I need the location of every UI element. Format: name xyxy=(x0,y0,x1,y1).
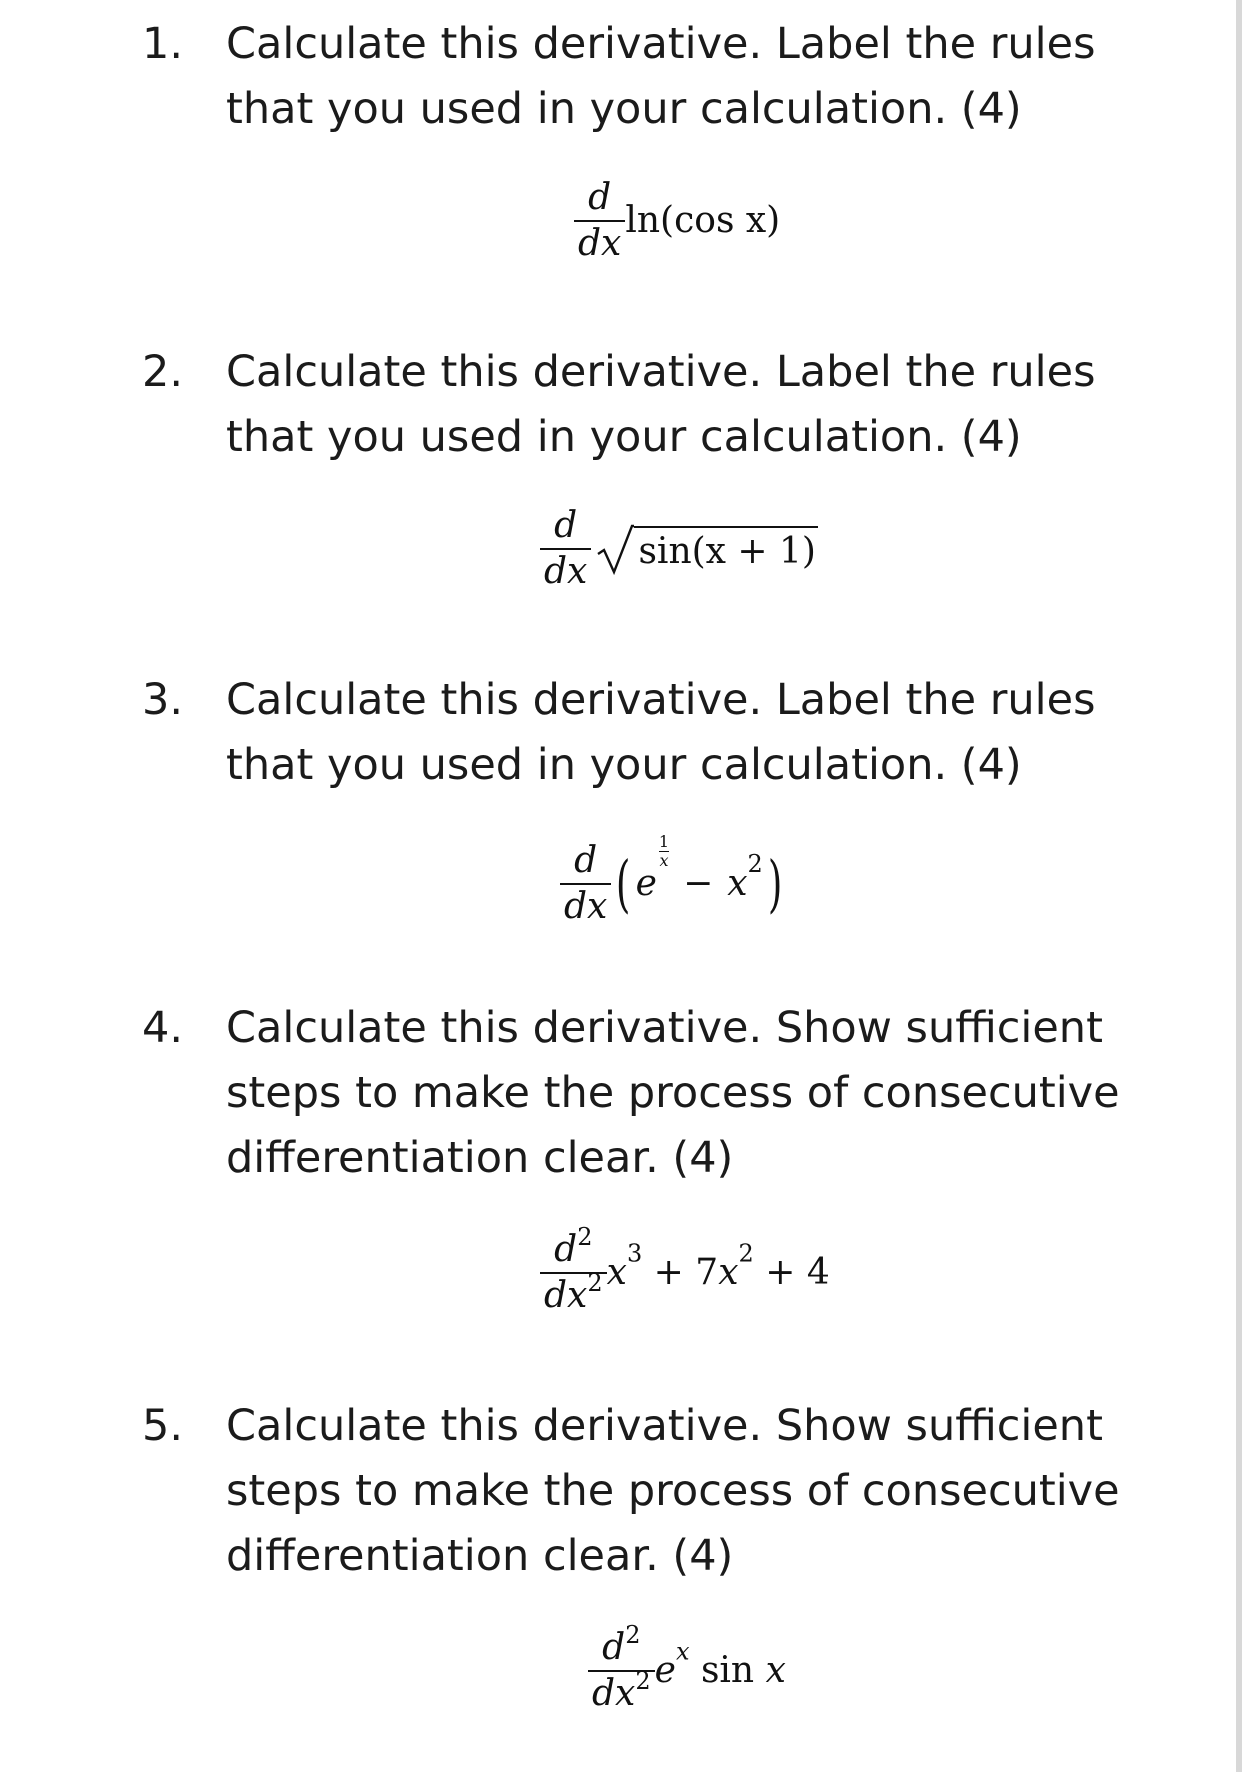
frac-numerator: d xyxy=(574,839,598,881)
exponent-denominator: x xyxy=(659,851,669,870)
formula-1 xyxy=(574,178,780,264)
term-2-exponent: 2 xyxy=(738,1239,754,1268)
function-expression: ln(cos x) xyxy=(625,200,781,241)
question-number: 1. xyxy=(142,19,184,69)
close-paren: ) xyxy=(767,846,783,920)
question-number: 3. xyxy=(142,675,184,725)
term-1-base: x xyxy=(606,1252,627,1293)
derivative-operator xyxy=(560,841,611,927)
term-exponent: 2 xyxy=(747,850,763,878)
square-root xyxy=(596,526,818,572)
exp-exponent: x xyxy=(675,1637,690,1666)
minus-sign: − xyxy=(683,862,714,904)
question-text: Calculate this derivative. Show sufficient steps to make the process of consecutive differentiation clear. (4) xyxy=(226,1003,1120,1183)
frac-numerator: d xyxy=(554,505,578,546)
frac-numerator: $d^2$ xyxy=(554,1223,593,1270)
term-1-exponent: 3 xyxy=(626,1239,643,1268)
frac-denominator: $dx^2$ xyxy=(544,1269,603,1316)
function-argument: x xyxy=(765,1650,786,1691)
exponent-numerator: 1 xyxy=(658,832,670,851)
question-text: Calculate this derivative. Label the rules that you used in your calculation. (4) xyxy=(226,675,1096,790)
frac-denominator: $dx^2$ xyxy=(592,1667,651,1714)
frac-denominator: dx xyxy=(564,885,608,927)
open-paren: ( xyxy=(616,846,631,920)
term-base: x xyxy=(727,862,748,904)
frac-denominator: dx xyxy=(578,223,622,264)
formula-3 xyxy=(560,834,787,927)
frac-numerator: d xyxy=(588,177,612,218)
question-number: 5. xyxy=(142,1401,184,1451)
page-right-border xyxy=(1236,0,1242,1772)
formula-4 xyxy=(540,1223,830,1316)
radical-sign-icon xyxy=(596,520,634,576)
exp-base: e xyxy=(654,1650,676,1691)
radicand: sin(x + 1) xyxy=(634,526,818,572)
frac-denominator: dx xyxy=(544,551,588,592)
function-name: sin xyxy=(689,1650,766,1691)
formula-5 xyxy=(588,1621,786,1714)
formula-2 xyxy=(540,506,818,592)
term-2-base: x xyxy=(718,1252,739,1293)
exp-base: e xyxy=(635,862,657,904)
second-derivative-operator xyxy=(588,1621,655,1714)
exponent-fraction xyxy=(659,834,669,869)
question-text: Calculate this derivative. Show sufficient steps to make the process of consecutive differentiation clear. (4) xyxy=(226,1401,1120,1581)
derivative-operator xyxy=(540,506,591,592)
question-text: Calculate this derivative. Label the rules that you used in your calculation. (4) xyxy=(226,19,1096,134)
question-number: 4. xyxy=(142,1003,184,1053)
operator-1: + 7 xyxy=(642,1252,719,1293)
operator-2: + 4 xyxy=(753,1252,830,1293)
second-derivative-operator xyxy=(540,1223,607,1316)
derivative-operator xyxy=(574,178,625,264)
question-number: 2. xyxy=(142,347,184,397)
frac-numerator: $d^2$ xyxy=(602,1621,641,1668)
question-text: Calculate this derivative. Label the rules that you used in your calculation. (4) xyxy=(226,347,1096,462)
